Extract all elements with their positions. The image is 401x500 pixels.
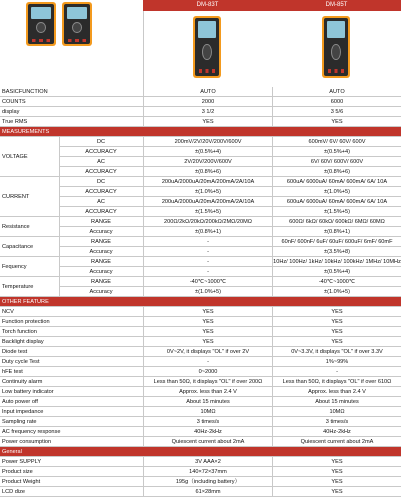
table-row bbox=[0, 437, 401, 447]
value-model-1: - bbox=[143, 237, 272, 247]
table-row bbox=[0, 327, 401, 337]
row-sublabel: ACCURACY bbox=[85, 189, 117, 195]
table-row bbox=[0, 277, 401, 287]
row-label: Product Weight bbox=[2, 479, 41, 485]
value-model-1: - bbox=[143, 357, 272, 367]
value-model-1: 10MΩ bbox=[143, 407, 272, 417]
multimeter-image bbox=[322, 16, 350, 78]
section-title: General bbox=[2, 449, 22, 455]
row-sublabel: Accuracy bbox=[89, 229, 113, 235]
value-model-2: 600mV/ 6V/ 60V/ 600V bbox=[272, 137, 401, 147]
row-sublabel: RANGE bbox=[91, 279, 111, 285]
value-model-1: 200mV/2V/20V/200V/600V bbox=[143, 137, 272, 147]
row-sublabel: AC bbox=[97, 199, 105, 205]
value-model-2: YES bbox=[272, 307, 401, 317]
table-row bbox=[0, 177, 401, 187]
value-model-1: 0V~2V, it displays "OL" if over 2V bbox=[143, 347, 272, 357]
value-model-1: 200uA/2000uA/20mA/200mA/2A/10A bbox=[143, 177, 272, 187]
group-label: CURRENT bbox=[0, 177, 60, 216]
value-model-1: ±(0.8%+6) bbox=[143, 167, 272, 177]
value-model-2: ±(0.5%+4) bbox=[272, 267, 401, 277]
value-model-2: 60nF/ 600nF/ 6uF/ 60uF/ 600uF/ 6mF/ 60mF bbox=[272, 237, 401, 247]
section-title: OTHER FEATURE bbox=[2, 299, 49, 305]
table-row bbox=[0, 357, 401, 367]
value-model-2: YES bbox=[272, 337, 401, 347]
value-model-1: YES bbox=[143, 327, 272, 337]
table-row bbox=[0, 307, 401, 317]
row-label: AC frequency response bbox=[2, 429, 61, 435]
table-row bbox=[0, 417, 401, 427]
row-sublabel: RANGE bbox=[91, 219, 111, 225]
table-row bbox=[0, 367, 401, 377]
value-model-1: Quiescent current about 2mA bbox=[143, 437, 272, 447]
product-header bbox=[0, 0, 401, 87]
value-model-1: - bbox=[143, 257, 272, 267]
table-row bbox=[0, 197, 401, 207]
row-label: Diode test bbox=[2, 349, 28, 355]
value-model-2: -40℃~1000℃ bbox=[272, 277, 401, 287]
row-sublabel: RANGE bbox=[91, 239, 111, 245]
table-row bbox=[0, 87, 401, 97]
table-row bbox=[0, 317, 401, 327]
value-model-2: 3 times/s bbox=[272, 417, 401, 427]
row-label: BASICFUNCTION bbox=[2, 89, 48, 95]
value-model-2: 1%~99% bbox=[272, 357, 401, 367]
row-label: Torch function bbox=[2, 329, 37, 335]
group-label: Resistance bbox=[0, 217, 60, 236]
row-label: Auto power off bbox=[2, 399, 38, 405]
value-model-1: - bbox=[143, 267, 272, 277]
value-model-2: 0V~3.3V, it displays "OL" if over 3.3V bbox=[272, 347, 401, 357]
table-row bbox=[0, 477, 401, 487]
row-label: Product size bbox=[2, 469, 33, 475]
table-row bbox=[0, 397, 401, 407]
row-label: COUNTS bbox=[2, 99, 26, 105]
value-model-1: -40℃~1000℃ bbox=[143, 277, 272, 287]
section-header bbox=[0, 447, 401, 457]
table-row bbox=[0, 487, 401, 497]
table-row bbox=[0, 187, 401, 197]
value-model-1: 195g（including battery） bbox=[143, 477, 272, 487]
value-model-2: YES bbox=[272, 317, 401, 327]
row-label: True RMS bbox=[2, 119, 28, 125]
table-row bbox=[0, 217, 401, 227]
value-model-2: ±(0.5%+4) bbox=[272, 147, 401, 157]
value-model-2: YES bbox=[272, 327, 401, 337]
row-label: LCD dize bbox=[2, 489, 26, 495]
value-model-1: ±(0.8%+1) bbox=[143, 227, 272, 237]
row-label: Power SUPPLY bbox=[2, 459, 42, 465]
value-model-1: 200Ω/2kΩ/20kΩ/200kΩ/2MΩ/20MΩ bbox=[143, 217, 272, 227]
table-row bbox=[0, 467, 401, 477]
table-row bbox=[0, 457, 401, 467]
value-model-2: 600Ω/ 6kΩ/ 60kΩ/ 600kΩ/ 6MΩ/ 60MΩ bbox=[272, 217, 401, 227]
row-label: Low battery indicator bbox=[2, 389, 54, 395]
value-model-2: 10MΩ bbox=[272, 407, 401, 417]
table-row bbox=[0, 387, 401, 397]
section-title: MEASUREMENTS bbox=[2, 129, 50, 135]
multimeter-side-image bbox=[62, 2, 92, 46]
table-row bbox=[0, 157, 401, 167]
row-sublabel: RANGE bbox=[91, 259, 111, 265]
table-row bbox=[0, 347, 401, 357]
value-model-2: 600uA/ 6000uA/ 60mA/ 600mA/ 6A/ 10A bbox=[272, 177, 401, 187]
value-model-2: - bbox=[272, 367, 401, 377]
table-row bbox=[0, 237, 401, 247]
value-model-1: 0~2000 bbox=[143, 367, 272, 377]
value-model-1: Less than 50Ω, it displays "OL" if over 200Ω bbox=[143, 377, 272, 387]
model-name: DM-85T bbox=[272, 0, 401, 11]
multimeter-image bbox=[193, 16, 221, 78]
value-model-1: ±(1.0%+5) bbox=[143, 187, 272, 197]
multimeter-front-image bbox=[26, 2, 56, 46]
value-model-1: 40Hz-2kHz bbox=[143, 427, 272, 437]
row-sublabel: Accuracy bbox=[89, 269, 113, 275]
row-label: Power consumption bbox=[2, 439, 52, 445]
value-model-1: 2V/20V/200V/600V bbox=[143, 157, 272, 167]
value-model-1: YES bbox=[143, 307, 272, 317]
table-row bbox=[0, 427, 401, 437]
group-label: Temperature bbox=[0, 277, 60, 296]
value-model-1: AUTO bbox=[143, 87, 272, 97]
row-sublabel: AC bbox=[97, 159, 105, 165]
value-model-1: 3 times/s bbox=[143, 417, 272, 427]
group-label: Fequency bbox=[0, 257, 60, 276]
table-row bbox=[0, 117, 401, 127]
value-model-2: YES bbox=[272, 457, 401, 467]
table-row bbox=[0, 97, 401, 107]
row-label: Input impedance bbox=[2, 409, 44, 415]
row-sublabel: Accuracy bbox=[89, 289, 113, 295]
value-model-2: 3 5/6 bbox=[272, 107, 401, 117]
table-row bbox=[0, 137, 401, 147]
value-model-2: 6V/ 60V/ 600V/ 600V bbox=[272, 157, 401, 167]
value-model-2: YES bbox=[272, 117, 401, 127]
value-model-2: Approx. less than 2.4 V bbox=[272, 387, 401, 397]
row-sublabel: Accuracy bbox=[89, 249, 113, 255]
value-model-1: 200uA/2000uA/20mA/200mA/2A/10A bbox=[143, 197, 272, 207]
row-label: Sampling rate bbox=[2, 419, 37, 425]
value-model-2: ±(1.0%+5) bbox=[272, 287, 401, 297]
value-model-2: AUTO bbox=[272, 87, 401, 97]
model-column-2 bbox=[272, 0, 401, 87]
table-row bbox=[0, 257, 401, 267]
value-model-1: 140×72×37mm bbox=[143, 467, 272, 477]
section-header bbox=[0, 297, 401, 307]
value-model-2: ±(3.5%+8) bbox=[272, 247, 401, 257]
row-sublabel: ACCURACY bbox=[85, 149, 117, 155]
row-label: display bbox=[2, 109, 20, 115]
row-label: Function protection bbox=[2, 319, 50, 325]
value-model-1: YES bbox=[143, 317, 272, 327]
value-model-2: ±(0.8%+6) bbox=[272, 167, 401, 177]
value-model-2: YES bbox=[272, 467, 401, 477]
value-model-1: 61×28mm bbox=[143, 487, 272, 497]
value-model-1: 3 1/2 bbox=[143, 107, 272, 117]
group-label: Capacitance bbox=[0, 237, 60, 256]
row-label: Backlight display bbox=[2, 339, 44, 345]
value-model-2: About 15 minutes bbox=[272, 397, 401, 407]
product-photos bbox=[0, 0, 144, 87]
value-model-1: YES bbox=[143, 117, 272, 127]
row-sublabel: DC bbox=[96, 179, 106, 185]
row-label: Duty cycle Test bbox=[2, 359, 40, 365]
value-model-2: YES bbox=[272, 477, 401, 487]
row-sublabel: ACCURACY bbox=[85, 169, 117, 175]
value-model-1: 3V AAA×2 bbox=[143, 457, 272, 467]
value-model-1: YES bbox=[143, 337, 272, 347]
value-model-1: ±(0.5%+4) bbox=[143, 147, 272, 157]
value-model-2: ±(0.8%+1) bbox=[272, 227, 401, 237]
value-model-2: ±(1.5%+5) bbox=[272, 207, 401, 217]
value-model-1: 2000 bbox=[143, 97, 272, 107]
table-row bbox=[0, 407, 401, 417]
value-model-2: 600uA/ 6000uA/ 60mA/ 600mA/ 6A/ 10A bbox=[272, 197, 401, 207]
value-model-2: YES bbox=[272, 487, 401, 497]
value-model-2: Less than 50Ω, it displays "OL" if over 610Ω bbox=[272, 377, 401, 387]
value-model-1: Approx. less than 2.4 V bbox=[143, 387, 272, 397]
model-name: DM-83T bbox=[143, 0, 272, 11]
value-model-1: ±(1.0%+5) bbox=[143, 287, 272, 297]
group-label: VOLTAGE bbox=[0, 137, 60, 176]
row-label: NCV bbox=[2, 309, 14, 315]
row-label: Continuity alarm bbox=[2, 379, 43, 385]
value-model-2: 10Hz/ 100Hz/ 1kHz/ 10kHz/ 100kHz/ 1MHz/ 10MHz bbox=[273, 259, 401, 265]
table-row bbox=[0, 377, 401, 387]
table-row bbox=[0, 337, 401, 347]
row-sublabel: DC bbox=[96, 139, 106, 145]
value-model-1: ±(1.5%+5) bbox=[143, 207, 272, 217]
value-model-1: - bbox=[143, 247, 272, 257]
value-model-2: 6000 bbox=[272, 97, 401, 107]
value-model-1: About 15 minutes bbox=[143, 397, 272, 407]
model-column-1 bbox=[143, 0, 272, 87]
table-row bbox=[0, 107, 401, 117]
row-sublabel: ACCURACY bbox=[85, 209, 117, 215]
table-row bbox=[0, 147, 401, 157]
value-model-2: 40Hz-2kHz bbox=[272, 427, 401, 437]
row-label: hFE test bbox=[2, 369, 23, 375]
section-header bbox=[0, 127, 401, 137]
value-model-2: ±(1.0%+5) bbox=[272, 187, 401, 197]
value-model-2: Quiescent current about 2mA bbox=[272, 437, 401, 447]
